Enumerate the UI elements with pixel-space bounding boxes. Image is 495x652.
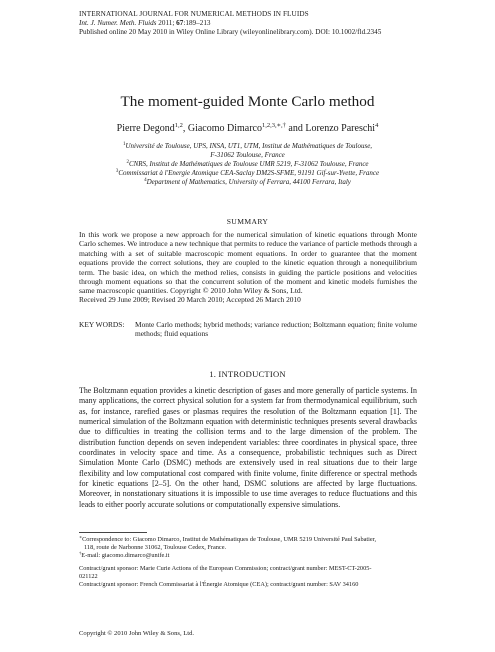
summary-heading: SUMMARY — [226, 217, 269, 226]
author-name: Giacomo Dimarco — [187, 123, 262, 134]
keywords-label: KEY WORDS: — [79, 320, 125, 329]
footnote-divider — [79, 532, 147, 533]
journal-pages: :189–213 — [183, 19, 211, 27]
grant-sponsor: Contract/grant sponsor: French Commissariat à l'Énergie Atomique (CEA); contract/grant number: SAV 34160 — [79, 580, 359, 588]
grant-sponsor: Contract/grant sponsor: Marie Curie Actions of the European Commission; contract/grant number: MEST-CT-2005- — [79, 565, 372, 573]
keywords — [79, 320, 417, 339]
affiliations — [60, 142, 435, 187]
author-affil-marks: 1,2 — [174, 122, 183, 129]
abstract-text: In this work we propose a new approach for the numerical simulation of kinetic equations through Monte Carlo schemes. We introduce a new technique that permits to reduce the variance of particle methods through a matching with a set of suitable macroscopic moment equations. In order to guarantee that the moment equations provide the correct solutions, they are coupled to the kinetic equation through a nonequilibrium term. The basic idea, on which the method relies, consists in guiding the particle positions and velocities through moment equations so that the concurrent solution of the moment and kinetic models furnishes the same macroscopic quantities. Copyright © 2010 John Wiley & Sons, Ltd. — [79, 230, 417, 296]
copyright-notice: Copyright © 2010 John Wiley & Sons, Ltd. — [79, 630, 195, 637]
author-name: Lorenzo Pareschi — [305, 123, 376, 134]
author-name: Pierre Degond — [116, 123, 175, 134]
affiliation: $^1$Université de Toulouse, UPS, INSA, UT1, UTM, Institut de Mathématiques de Toulouse, — [122, 142, 373, 150]
correspondence-address: 118, route de Narbonne 31062, Toulouse Cedex, France. — [84, 543, 227, 551]
journal-header — [79, 10, 419, 37]
affiliation-continued: F-31062 Toulouse, France — [210, 150, 285, 159]
introduction-text: The Boltzmann equation provides a kinetic description of gases and more generally of particle systems. In many applications, the correct physical solution for a system far from thermodynamical equilibrium, such as, for instance, rarefied gases or plasmas requires the resolution of the Boltzmann equation [1]. The numerical simulation of the Boltzmann equation with deterministic techniques presents several drawbacks due to difficulties in treating the collision terms and to the large dimension of the problem. The distribution function depends on seven independent variables: three coordinates in physical space, three coordinates in velocity space and time. As a consequence, probabilistic techniques such as Direct Simulation Monte Carlo (DSMC) methods are extensively used in real situations due to their large flexibility and low computational cost compared with finite volume, finite difference or spectral methods for kinetic equations [2–5]. On the other hand, DSMC solutions are affected by large fluctuations. Moreover, in nonstationary situations it is impossible to use time averages to reduce fluctuations and this leads to either poorly accurate solutions or computationally expensive simulations. — [79, 386, 417, 509]
journal-abbrev: Int. J. Numer. Meth. Fluids — [79, 19, 157, 27]
footnotes — [79, 536, 417, 589]
correspondence-footnote: ∗Correspondence to: Giacomo Dimarco, Institut de Mathématiques de Toulouse, UMR 5219 Université Paul Sabatier, — [79, 534, 377, 543]
author-affil-marks: 4 — [375, 122, 379, 129]
journal-year: 2011; — [156, 19, 177, 27]
journal-citation — [79, 19, 419, 28]
journal-volume: 67 — [176, 19, 184, 27]
grant-number-continued: 021122 — [79, 573, 98, 581]
received-dates: Received 29 June 2009; Revised 20 March 2010; Accepted 26 March 2010 — [79, 295, 301, 304]
section-heading: 1. INTRODUCTION — [209, 369, 286, 379]
journal-name: INTERNATIONAL JOURNAL FOR NUMERICAL METHODS IN FLUIDS — [79, 10, 309, 18]
paper-title: The moment-guided Monte Carlo method — [120, 93, 375, 110]
affiliation: $^2$CNRS, Institut de Mathématiques de Toulouse UMR 5219, F-31062 Toulouse, France — [126, 159, 369, 168]
affiliation: $^3$Commissariat à l'Energie Atomique CEA-Saclay DM2S-SFME, 91191 Gif-sur-Yvette, France — [115, 168, 380, 177]
author-list: Pierre Degond$^{1,2}$, Giacomo Dimarco$^{1,2,3,∗,\dagger}$ and Lorenzo Pareschi$^4$ — [116, 122, 379, 134]
author-affil-marks: 1,2,3,∗,† — [261, 122, 286, 129]
publication-info: Published online 20 May 2010 in Wiley Online Library (wileyonlinelibrary.com). DOI: 10.1002/fld.2345 — [79, 28, 382, 36]
affiliation: $^4$Department of Mathematics, University of Ferrara, 44100 Ferrara, Italy — [144, 177, 351, 186]
keywords-text: Monte Carlo methods; hybrid methods; variance reduction; Boltzmann equation; finite volume methods; fluid equations — [135, 320, 417, 339]
email-footnote: †E-mail: giacomo.dimarco@unife.it — [79, 550, 170, 559]
